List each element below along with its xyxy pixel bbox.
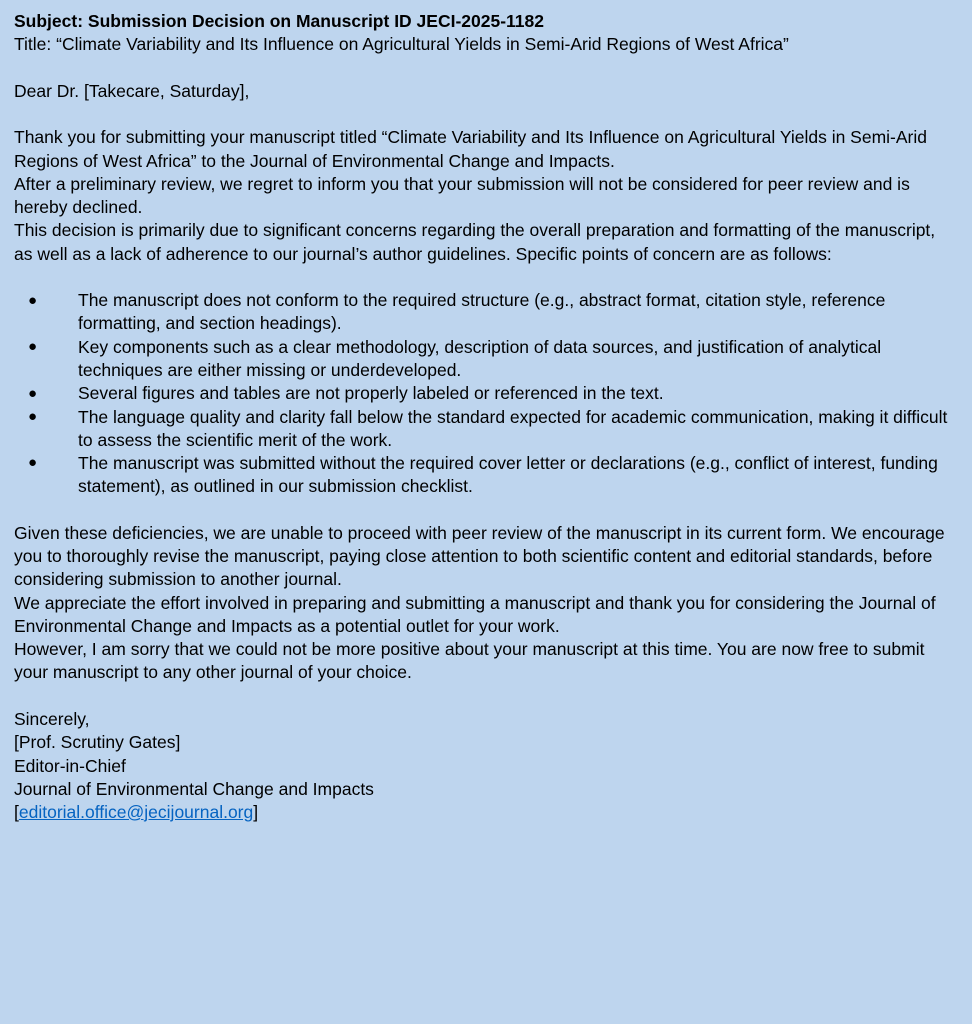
- list-item: [14, 452, 958, 499]
- bullet-icon: ●: [28, 291, 38, 309]
- salutation: Dear Dr. [Takecare, Saturday],: [14, 80, 250, 101]
- list-item-text: Key components such as a clear methodology, description of data sources, and justification of analytical techniques are either missing or underdeveloped.: [78, 336, 882, 380]
- paragraph-closing-advice: Given these deficiencies, we are unable to proceed with peer review of the manuscript in its current form. We encourage you to thoroughly revise the manuscript, paying close attention to both scientific content and editorial standards, before considering submission to another journal.: [14, 522, 945, 590]
- bullet-icon: ●: [28, 407, 38, 425]
- list-item-text: The manuscript was submitted without the required cover letter or declarations (e.g., conflict of interest, funding statement), as outlined in our submission checklist.: [78, 453, 938, 497]
- list-item: [14, 406, 958, 453]
- spacer: [14, 685, 958, 708]
- bracket-close: ]: [253, 802, 259, 823]
- paragraph-appreciation: We appreciate the effort involved in preparing and submitting a manuscript and thank you for considering the Journal of Environmental Change and Impacts as a potential outlet for your work.: [14, 592, 936, 636]
- manuscript-title-line: Title: “Climate Variability and Its Influence on Agricultural Yields in Semi-Arid Regions of West Africa”: [14, 34, 789, 55]
- email-link[interactable]: editorial.office@jecijournal.org: [18, 802, 254, 823]
- spacer: [14, 57, 958, 80]
- spacer: [14, 103, 958, 126]
- subject-line: Subject: Submission Decision on Manuscript ID JECI-2025-1182: [14, 11, 545, 31]
- list-item: [14, 382, 958, 405]
- signer-role: Editor-in-Chief: [14, 755, 126, 776]
- list-item-text: The manuscript does not conform to the required structure (e.g., abstract format, citation style, reference formatting, and section headings).: [78, 290, 886, 334]
- paragraph-decision: After a preliminary review, we regret to inform you that your submission will not be considered for peer review and is hereby declined.: [14, 173, 910, 218]
- closing-salutation: Sincerely,: [14, 708, 90, 729]
- signer-name: [Prof. Scrutiny Gates]: [14, 732, 181, 753]
- list-item-text: The language quality and clarity fall below the standard expected for academic communication, making it difficult to assess the scientific merit of the work.: [78, 406, 948, 450]
- paragraph-apology: However, I am sorry that we could not be more positive about your manuscript at this time. You are now free to submit your manuscript to any other journal of your choice.: [14, 639, 925, 683]
- list-item: [14, 289, 958, 336]
- bullet-icon: ●: [28, 384, 38, 402]
- contact-email-line: [14, 801, 958, 824]
- bracket-open: [: [14, 802, 19, 823]
- list-item-text: Several figures and tables are not properly labeled or referenced in the text.: [78, 383, 664, 404]
- list-item: [14, 336, 958, 383]
- concerns-list: [14, 289, 958, 498]
- paragraph-rationale: This decision is primarily due to significant concerns regarding the overall preparation and formatting of the manuscript, as well as a lack of adherence to our journal’s author guidelines. Specific points of concern are as follows:: [14, 220, 936, 264]
- paragraph-submission-ack: Thank you for submitting your manuscript titled “Climate Variability and Its Influence on Agricultural Yields in Semi-Arid Regions of West Africa” to the Journal of Environmental Change and Impacts.: [14, 127, 927, 171]
- spacer: [14, 266, 958, 289]
- bullet-icon: ●: [28, 454, 38, 472]
- signer-organization: Journal of Environmental Change and Impacts: [14, 778, 374, 799]
- bullet-icon: ●: [28, 338, 38, 356]
- spacer: [14, 499, 958, 522]
